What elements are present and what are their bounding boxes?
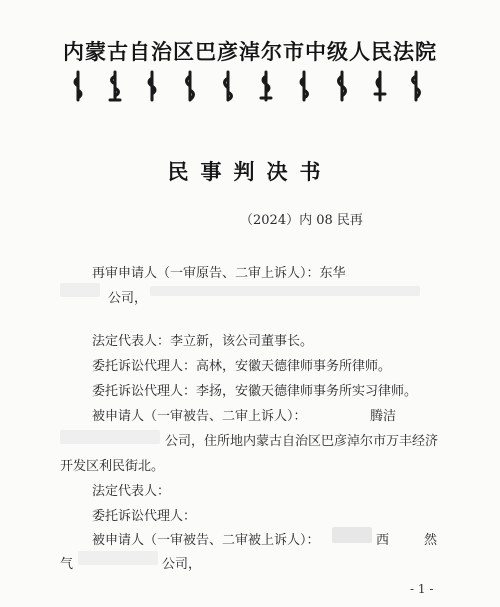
party-line-6b: 腾洁 [370, 409, 397, 424]
page-number: - 1 - [410, 582, 434, 596]
party-line-11a: 被申请人（一审被告、二审被上诉人）： [92, 533, 320, 548]
party-line-12a: 气 [60, 557, 74, 572]
redaction [332, 527, 372, 543]
mongolian-script-row [70, 70, 430, 104]
party-line-2: 公司， [108, 291, 148, 306]
party-line-1: 再审申请人（一审原告、二审上诉人）：东华 [92, 266, 346, 281]
party-line-9: 法定代表人： [92, 484, 171, 499]
party-line-10: 委托诉讼代理人： [92, 509, 197, 524]
redaction [78, 551, 158, 565]
party-line-11b: 西 [376, 533, 390, 548]
party-line-12b: 公司， [162, 557, 202, 572]
redaction [60, 283, 100, 297]
party-line-3: 法定代表人：李立新，该公司董事长。 [92, 334, 314, 349]
party-line-11c: 然 [424, 533, 438, 548]
document-title: 民事判决书 [167, 159, 333, 184]
party-line-5: 委托诉讼代理人：李扬，安徽天德律师事务所实习律师。 [92, 384, 418, 399]
court-name: 内蒙古自治区巴彦淖尔市中级人民法院 [63, 39, 437, 64]
redaction [150, 286, 420, 296]
party-line-6a: 被申请人（一审被告、二审上诉人）： [92, 409, 307, 424]
party-line-4: 委托诉讼代理人：高林，安徽天德律师事务所律师。 [92, 359, 392, 374]
redaction [60, 430, 160, 444]
party-line-7: 公司，住所地内蒙古自治区巴彦淖尔市万丰经济 [165, 434, 439, 449]
party-line-8: 开发区利民街北。 [60, 459, 165, 474]
case-number: （2024）内 08 民再 [240, 213, 363, 228]
